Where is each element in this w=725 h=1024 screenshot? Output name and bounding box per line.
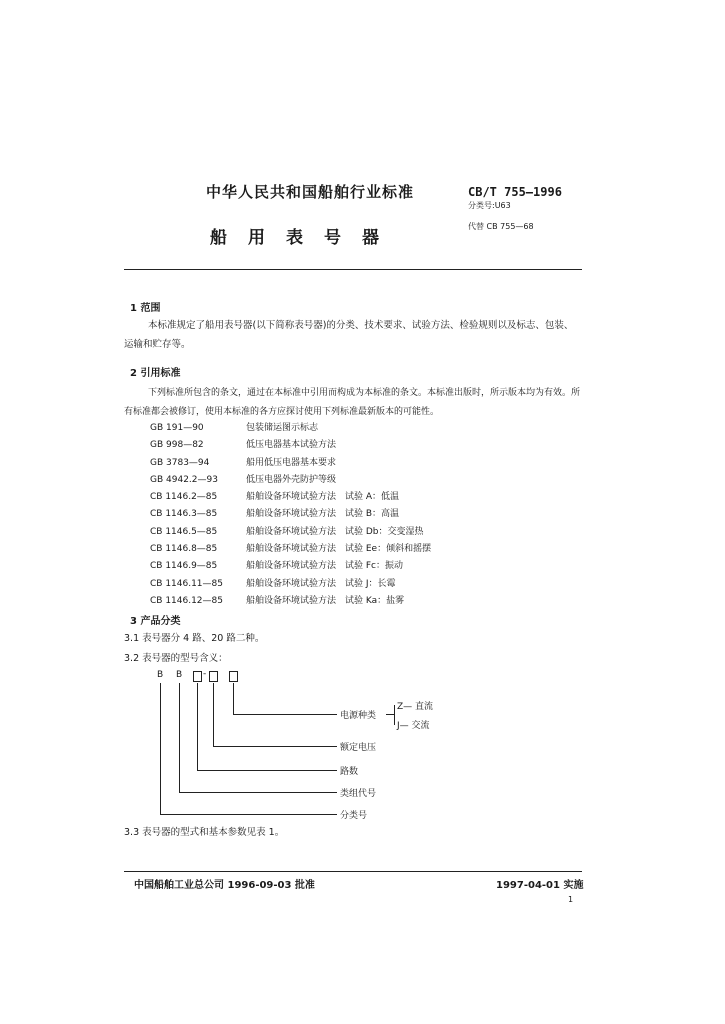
- model-letter-b1: B: [157, 670, 164, 680]
- label-dc: Z— 直流: [397, 702, 434, 712]
- product-name: 船 用 表 号 器: [210, 228, 381, 248]
- reference-item: CB 1146.2—85 船舶设备环境试验方法 试验 A：低温: [150, 492, 400, 503]
- label-ac: J— 交流: [397, 721, 430, 731]
- model-box-power: [229, 671, 238, 682]
- model-letter-b2: B: [176, 670, 183, 680]
- reference-item: GB 4942.2—93 低压电器外壳防护等级: [150, 474, 337, 485]
- reference-list: [150, 420, 431, 610]
- clause-3-3: 3.3 表号器的型式和基本参数见表 1。: [124, 827, 285, 838]
- standard-number: CB/T 755—1996: [468, 185, 562, 199]
- reference-item: CB 1146.5—85 船舶设备环境试验方法 试验 Db：交变湿热: [150, 526, 424, 537]
- connector-line: [179, 792, 337, 793]
- reference-item: CB 1146.8—85 船舶设备环境试验方法 试验 Ee：倾斜和摇摆: [150, 544, 432, 555]
- reference-item: CB 1146.11—85 船舶设备环境试验方法 试验 J：长霉: [150, 578, 396, 589]
- reference-item: CB 1146.9—85 船舶设备环境试验方法 试验 Fc：振动: [150, 561, 403, 572]
- effective-date: 1997-04-01 实施: [496, 880, 584, 891]
- org-title: 中华人民共和国船舶行业标准: [206, 183, 415, 201]
- connector-line: [213, 683, 214, 747]
- label-circuits: 路数: [340, 767, 359, 777]
- label-class-code: 分类号: [340, 811, 368, 821]
- connector-line: [160, 683, 161, 815]
- footer-rule: [124, 871, 582, 872]
- connector-line: [233, 714, 337, 715]
- classification-number: 分类号:U63: [468, 201, 511, 210]
- model-box-voltage: [209, 671, 218, 682]
- connector-line: [394, 705, 395, 725]
- connector-line: [197, 770, 337, 771]
- reference-item: CB 1146.3—85 船舶设备环境试验方法 试验 B：高温: [150, 509, 400, 520]
- page-number: 1: [568, 895, 574, 904]
- model-dash: -: [203, 669, 207, 679]
- reference-item: GB 191—90 包装储运图示标志: [150, 423, 319, 433]
- section-1-title: 1 范围: [130, 303, 161, 314]
- section-3-title: 3 产品分类: [130, 616, 181, 627]
- clause-3-1: 3.1 表号器分 4 路、20 路二种。: [124, 633, 265, 644]
- connector-line: [213, 746, 337, 747]
- label-power-type: 电源种类: [340, 711, 377, 721]
- connector-line: [160, 814, 337, 815]
- label-rated-voltage: 额定电压: [340, 743, 377, 753]
- header-rule: [124, 269, 582, 270]
- label-group-code: 类组代号: [340, 789, 377, 799]
- reference-item: CB 1146.12—85 船舶设备环境试验方法 试验 Ka：盐雾: [150, 595, 405, 606]
- reference-item: GB 998—82 低压电器基本试验方法: [150, 440, 337, 451]
- reference-item: GB 3783—94 船用低压电器基本要求: [150, 457, 337, 468]
- connector-line: [179, 683, 180, 793]
- connector-line: [233, 683, 234, 715]
- connector-line: [197, 683, 198, 771]
- section-2-intro: 下列标准所包含的条文，通过在本标准中引用而构成为本标准的条文。本标准出版时，所示版本均为有效。所有标准都会被修订，使用本标准的各方应探讨使用下列标准最新版本的可能性。: [124, 388, 581, 417]
- model-box-circuits: [193, 671, 202, 682]
- section-2-title: 2 引用标准: [130, 368, 181, 379]
- replaces-standard: 代替 CB 755—68: [468, 222, 534, 231]
- clause-3-2: 3.2 表号器的型号含义：: [124, 653, 228, 664]
- connector-line: [386, 714, 394, 715]
- approval-info: 中国船舶工业总公司 1996-09-03 批准: [134, 880, 315, 891]
- section-1-text: 本标准规定了船用表号器(以下简称表号器)的分类、技术要求、试验方法、检验规则以及标志、包装、运输和贮存等。: [124, 320, 574, 350]
